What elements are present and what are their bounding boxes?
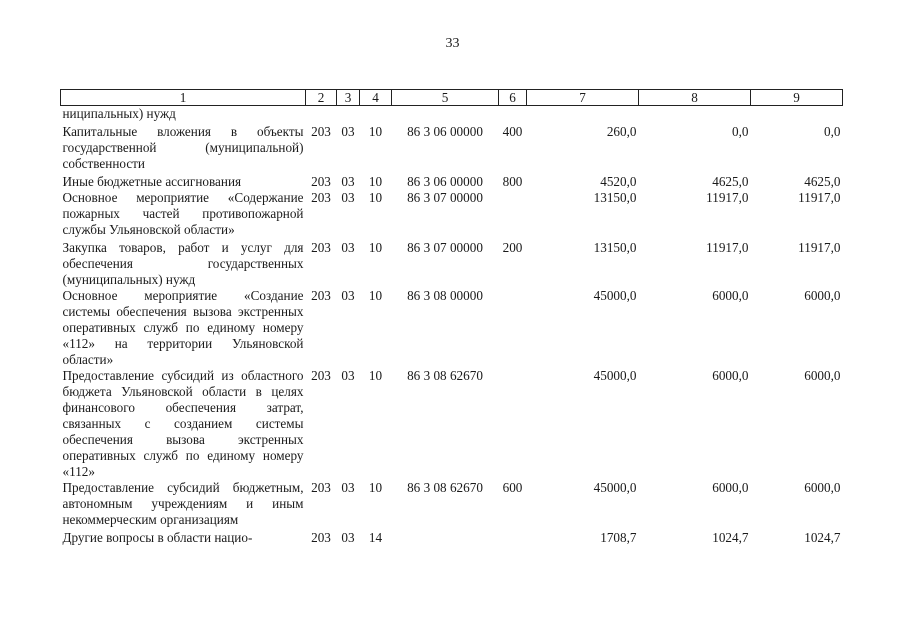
col-4-value bbox=[360, 106, 392, 123]
col-2-value bbox=[306, 106, 337, 123]
col-5-value: 86 3 08 00000 bbox=[407, 288, 483, 303]
col-5-value bbox=[392, 106, 499, 123]
row-name: Основное мероприятие «Создание системы обеспечения вызова экстренных оперативных служб по единому номеру «112» на территории Ульяновской области» bbox=[62, 288, 304, 367]
col-7-value bbox=[527, 106, 639, 123]
col-3-value: 03 bbox=[341, 174, 355, 189]
col-4-value: 10 bbox=[368, 240, 383, 255]
col-7-value: 1708,7 bbox=[600, 530, 637, 545]
col-2-value: 203 bbox=[311, 368, 331, 383]
col-6-value bbox=[499, 106, 527, 123]
header-col-1: 1 bbox=[61, 90, 306, 106]
table-body bbox=[61, 106, 843, 547]
col-6-value bbox=[499, 190, 527, 238]
header-col-9: 9 bbox=[751, 90, 843, 106]
row-name: Предоставление субсидий из областного бюджета Ульяновской области в целях финансового обеспечения затрат, связанных с созданием системы обеспечения вызова экстренных оперативных служб по единому номеру «112» bbox=[62, 368, 304, 479]
col-3-value: 03 bbox=[341, 190, 355, 205]
col-2-value: 203 bbox=[311, 480, 331, 495]
page-number: 33 bbox=[445, 36, 460, 51]
col-7-value: 45000,0 bbox=[593, 288, 637, 303]
col-8-value: 0,0 bbox=[732, 124, 749, 139]
col-2-value: 203 bbox=[311, 124, 331, 139]
col-3-value: 03 bbox=[341, 240, 355, 255]
col-2-value: 203 bbox=[311, 190, 331, 205]
col-3-value: 03 bbox=[341, 480, 355, 495]
col-8-value: 6000,0 bbox=[712, 480, 749, 495]
table-header bbox=[61, 90, 843, 106]
col-2-value: 203 bbox=[311, 174, 331, 189]
col-5-value: 86 3 07 00000 bbox=[407, 240, 483, 255]
col-6-value: 800 bbox=[502, 174, 523, 189]
col-4-value: 10 bbox=[368, 368, 383, 383]
col-6-value bbox=[499, 368, 527, 480]
table-row bbox=[61, 106, 843, 123]
col-9-value bbox=[751, 106, 843, 123]
col-3-value: 03 bbox=[341, 124, 355, 139]
col-9-value: 0,0 bbox=[824, 124, 841, 139]
col-5-value: 86 3 08 62670 bbox=[407, 368, 483, 383]
col-6-value: 400 bbox=[502, 124, 523, 139]
col-4-value: 10 bbox=[368, 174, 383, 189]
header-col-8: 8 bbox=[639, 90, 751, 106]
table-row bbox=[61, 122, 843, 172]
col-8-value: 11917,0 bbox=[706, 190, 749, 205]
col-7-value: 45000,0 bbox=[593, 368, 637, 383]
table-row bbox=[61, 288, 843, 368]
header-col-2: 2 bbox=[306, 90, 337, 106]
header-col-3: 3 bbox=[337, 90, 360, 106]
col-5-value bbox=[392, 528, 499, 546]
header-col-7: 7 bbox=[527, 90, 639, 106]
col-3-value: 03 bbox=[341, 288, 355, 303]
col-8-value bbox=[639, 106, 751, 123]
row-name: Другие вопросы в области нацио- bbox=[62, 530, 253, 545]
table-row bbox=[61, 480, 843, 528]
col-9-value: 11917,0 bbox=[798, 240, 841, 255]
col-6-value bbox=[499, 528, 527, 546]
col-4-value: 14 bbox=[368, 530, 383, 545]
header-col-4: 4 bbox=[360, 90, 392, 106]
col-7-value: 13150,0 bbox=[593, 240, 637, 255]
row-name: Капитальные вложения в объекты государственной (муниципальной) собственности bbox=[62, 124, 304, 171]
col-4-value: 10 bbox=[368, 480, 383, 495]
col-8-value: 4625,0 bbox=[712, 174, 749, 189]
col-8-value: 1024,7 bbox=[712, 530, 749, 545]
col-3-value: 03 bbox=[341, 530, 355, 545]
row-name: ниципальных) нужд bbox=[62, 106, 176, 121]
col-6-value: 600 bbox=[502, 480, 523, 495]
budget-table bbox=[60, 89, 843, 546]
col-6-value bbox=[499, 288, 527, 368]
col-5-value: 86 3 07 00000 bbox=[407, 190, 483, 205]
col-4-value: 10 bbox=[368, 190, 383, 205]
col-9-value: 4625,0 bbox=[804, 174, 841, 189]
col-5-value: 86 3 08 62670 bbox=[407, 480, 483, 495]
col-4-value: 10 bbox=[368, 124, 383, 139]
table-row bbox=[61, 190, 843, 238]
table-row bbox=[61, 368, 843, 480]
col-4-value: 10 bbox=[368, 288, 383, 303]
col-5-value: 86 3 06 00000 bbox=[407, 124, 483, 139]
col-9-value: 6000,0 bbox=[804, 480, 841, 495]
col-9-value: 6000,0 bbox=[804, 368, 841, 383]
col-8-value: 11917,0 bbox=[706, 240, 749, 255]
row-name: Иные бюджетные ассигнования bbox=[62, 174, 242, 189]
table-row bbox=[61, 528, 843, 546]
header-col-5: 5 bbox=[392, 90, 499, 106]
col-8-value: 6000,0 bbox=[712, 288, 749, 303]
header-row bbox=[61, 90, 843, 106]
col-6-value: 200 bbox=[502, 240, 523, 255]
col-8-value: 6000,0 bbox=[712, 368, 749, 383]
col-5-value: 86 3 06 00000 bbox=[407, 174, 483, 189]
header-col-6: 6 bbox=[499, 90, 527, 106]
col-2-value: 203 bbox=[311, 530, 331, 545]
table-row bbox=[61, 238, 843, 288]
row-name: Предоставление субсидий бюджетным, автономным учреждениям и иным некоммерческим организациям bbox=[62, 480, 304, 527]
col-3-value: 03 bbox=[341, 368, 355, 383]
col-3-value bbox=[337, 106, 360, 123]
col-7-value: 4520,0 bbox=[600, 174, 637, 189]
col-7-value: 45000,0 bbox=[593, 480, 637, 495]
row-name: Закупка товаров, работ и услуг для обеспечения государственных (муниципальных) нужд bbox=[62, 240, 304, 287]
row-name: Основное мероприятие «Содержание пожарных частей противопожарной службы Ульяновской области» bbox=[62, 190, 304, 237]
col-7-value: 13150,0 bbox=[593, 190, 637, 205]
table-row bbox=[61, 172, 843, 190]
col-7-value: 260,0 bbox=[606, 124, 637, 139]
col-9-value: 6000,0 bbox=[804, 288, 841, 303]
col-9-value: 1024,7 bbox=[804, 530, 841, 545]
col-2-value: 203 bbox=[311, 240, 331, 255]
col-9-value: 11917,0 bbox=[798, 190, 841, 205]
col-2-value: 203 bbox=[311, 288, 331, 303]
